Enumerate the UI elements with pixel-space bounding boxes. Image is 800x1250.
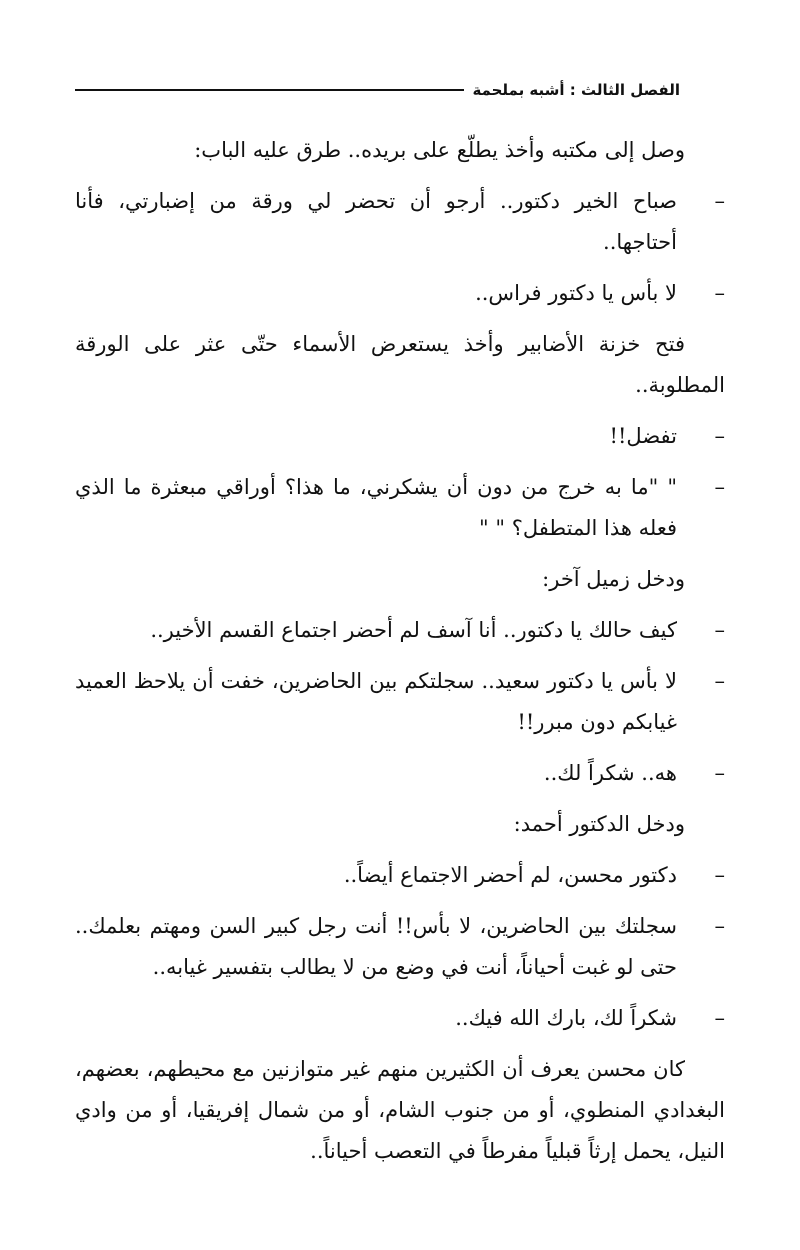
narration-paragraph: ودخل الدكتور أحمد: — [513, 812, 685, 836]
dialogue-line — [75, 416, 725, 457]
dialogue-dash: – — [714, 189, 725, 213]
header-rule — [75, 89, 464, 91]
chapter-title: الفصل الثالث : أشبه بملحمة — [472, 81, 680, 99]
narration-paragraph: فتح خزنة الأضابير وأخذ يستعرض الأسماء حتّى عثر على الورقة المطلوبة.. — [75, 332, 725, 397]
dialogue-dash: – — [714, 761, 725, 785]
dialogue-text: كيف حالك يا دكتور.. أنا آسف لم أحضر اجتماع القسم الأخير.. — [150, 618, 677, 642]
dialogue-line — [75, 661, 725, 743]
dialogue-text: تفضل!! — [609, 424, 677, 448]
dialogue-text: شكراً لك، بارك الله فيك.. — [455, 1006, 677, 1030]
dialogue-line — [75, 855, 725, 896]
dialogue-line — [75, 467, 725, 549]
dialogue-line — [75, 610, 725, 651]
dialogue-dash: – — [714, 618, 725, 642]
dialogue-dash: – — [714, 914, 725, 938]
dialogue-dash: – — [714, 424, 725, 448]
page-body — [75, 130, 725, 1182]
dialogue-line — [75, 273, 725, 314]
dialogue-dash: – — [714, 475, 725, 499]
dialogue-text: " "ما به خرج من دون أن يشكرني، ما هذا؟ أوراقي مبعثرة ما الذي فعله هذا المتطفل؟ " " — [75, 475, 677, 540]
dialogue-text: لا بأس يا دكتور فراس.. — [475, 281, 677, 305]
dialogue-line — [75, 181, 725, 263]
narration-paragraph: كان محسن يعرف أن الكثيرين منهم غير متوازنين مع محيطهم، بعضهم، البغدادي المنطوي، أو من جنوب الشام، أو من شمال إفريقيا، أو من وادي النيل، يحمل إرثاً قبلياً مفرطاً في التعصب أحياناً.. — [75, 1057, 725, 1163]
dialogue-text: سجلتك بين الحاضرين، لا بأس!! أنت رجل كبير السن ومهتم بعلمك.. حتى لو غبت أحياناً، أنت في وضع من لا يطالب بتفسير غيابه.. — [75, 914, 677, 979]
narration-paragraph: وصل إلى مكتبه وأخذ يطلّع على بريده.. طرق عليه الباب: — [194, 138, 685, 162]
dialogue-text: صباح الخير دكتور.. أرجو أن تحضر لي ورقة من إضبارتي، فأنا أحتاجها.. — [75, 189, 677, 254]
dialogue-dash: – — [714, 1006, 725, 1030]
dialogue-text: لا بأس يا دكتور سعيد.. سجلتكم بين الحاضرين، خفت أن يلاحظ العميد غيابكم دون مبرر!! — [75, 669, 677, 734]
dialogue-line — [75, 753, 725, 794]
dialogue-text: هه.. شكراً لك.. — [543, 761, 677, 785]
narration-paragraph: ودخل زميل آخر: — [542, 567, 685, 591]
dialogue-dash: – — [714, 281, 725, 305]
dialogue-line — [75, 998, 725, 1039]
dialogue-dash: – — [714, 669, 725, 693]
dialogue-dash: – — [714, 863, 725, 887]
dialogue-text: دكتور محسن، لم أحضر الاجتماع أيضاً.. — [343, 863, 677, 887]
running-header — [75, 78, 680, 102]
dialogue-line — [75, 906, 725, 988]
